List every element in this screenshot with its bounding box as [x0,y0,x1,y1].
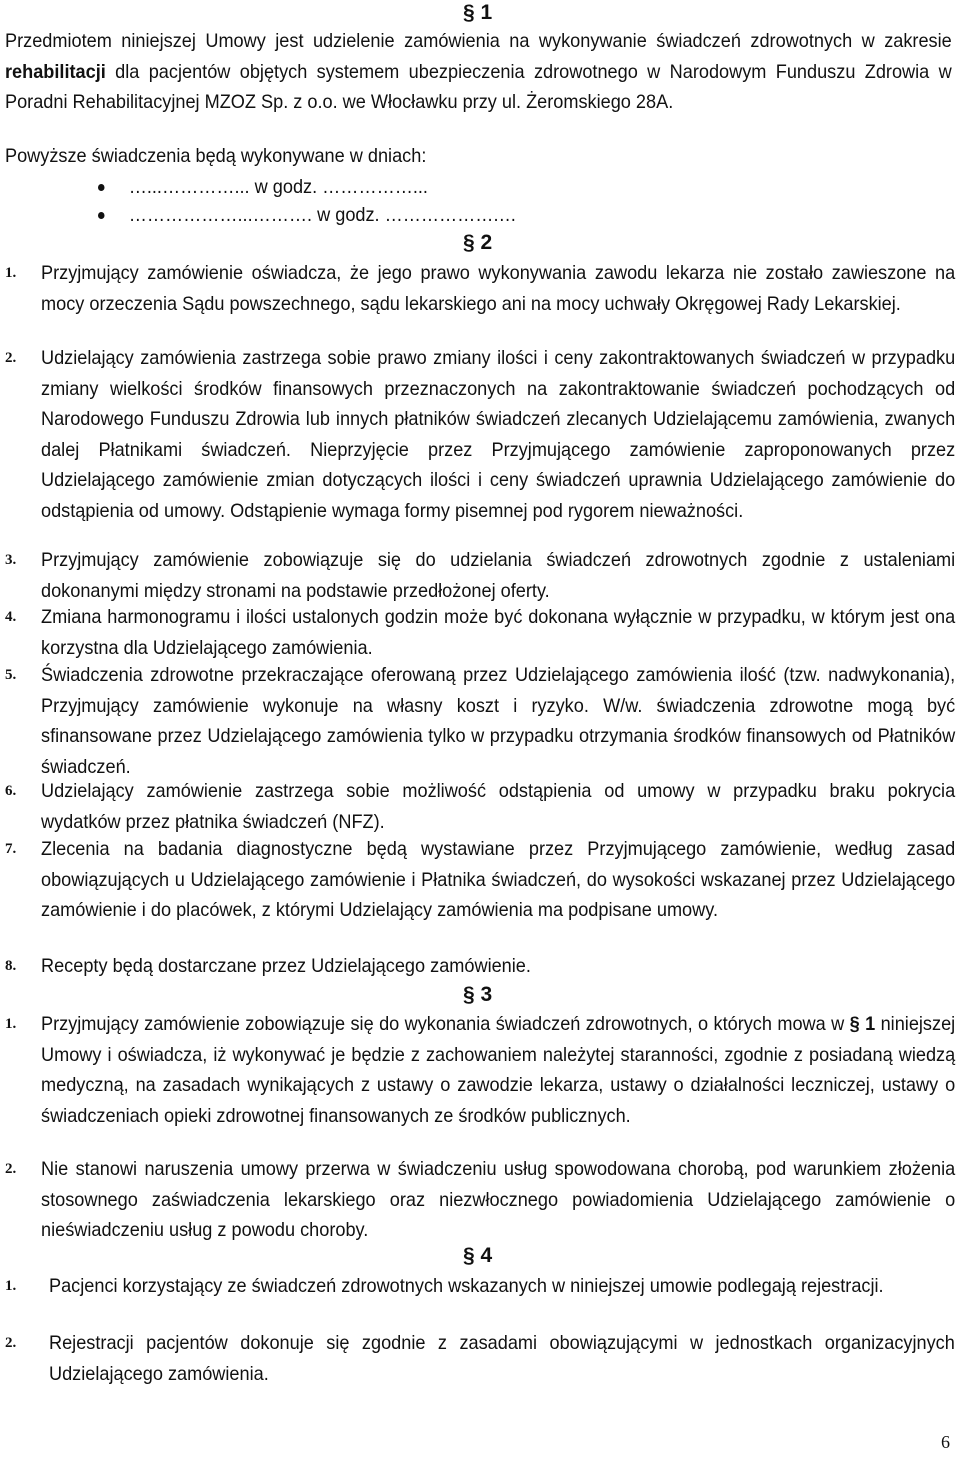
page-number: 6 [941,1432,950,1452]
item-text: Udzielający zamówienie zastrzega sobie możliwość odstąpienia od umowy w przypadku braku pokrycia wydatków przez płatnika świadczeń (NFZ). [41,780,956,833]
item-number: 2. [5,1335,17,1351]
item-text: Przyjmujący zamówienie oświadcza, że jego prawo wykonywania zawodu lekarza nie zostało zawieszone na mocy orzeczenia Sądu powszechnego, sądu lekarskiego ani na mocy uchwały Okręgowej Rady Lekarskiej. [41,262,956,315]
section-1-paragraph [5,26,952,118]
item-text: Świadczenia zdrowotne przekraczające oferowaną przez Udzielającego zamówienia ilość (tzw. nadwykonania), Przyjmujący zamówienie wykonuje na własny koszt i ryzyko. W/w. świadczenia zdrowotne mogą być sfinansowane przez Udzielającego zamówienia tylko w przypadku otrzymania środków finansowych od Płatników świadczeń. [41,664,956,778]
item-number: 2. [5,350,17,366]
bullet-icon [98,212,105,219]
item-number: 5. [5,667,17,683]
p1-text-a: Przedmiotem niniejszej Umowy jest udzielenie zamówienia na wykonywanie świadczeń zdrowotnych w zakresie [5,30,952,52]
bullet-icon [98,184,105,191]
section-heading-3: § 3 [463,983,493,1006]
item-text-pre: Przyjmujący zamówienie zobowiązuje się do wykonania świadczeń zdrowotnych, o których mowa w [41,1013,850,1035]
item-text: Recepty będą dostarczane przez Udzielającego zamówienie. [41,955,531,977]
section-reference: § 1 [849,1013,876,1035]
item-number: 3. [5,552,17,568]
section-heading-1: § 1 [463,1,493,24]
bullet-item-2 [98,200,517,230]
days-intro [5,141,952,172]
bullet-text-2: ………………...………. w godz. ……………….… [128,204,517,226]
item-text: Zmiana harmonogramu i ilości ustalonych godzin może być dokonana wyłącznie w przypadku, w którym jest ona korzystna dla Udzielającego zamówienia. [41,606,956,659]
item-number: 7. [5,841,17,857]
section-heading-2: § 2 [463,231,493,254]
item-number: 6. [5,783,17,799]
item-number: 4. [5,609,17,625]
item-text: Rejestracji pacjentów dokonuje się zgodnie z zasadami obowiązującymi w jednostkach organizacyjnych Udzielającego zamówienia. [49,1332,955,1385]
item-text-post: niniejszej Umowy i oświadcza, iż wykonywać je będzie z zachowaniem należytej staranności, zgodnie z posiadaną wiedzą medyczną, na zasadach wynikających z ustawy o zawodzie lekarza, ustawy o działalności leczniczej, ustawy o świadczeniach opieki zdrowotnej finansowanych ze środków publicznych. [41,1013,956,1127]
item-number: 8. [5,958,17,974]
days-intro-text: Powyższe świadczenia będą wykonywane w dniach: [5,145,427,167]
item-text: Zlecenia na badania diagnostyczne będą wystawiane przez Przyjmującego zamówienie, według zasad obowiązujących u Udzielającego zamówienie i Płatnika świadczeń, do wysokości wskazanej przez Udzielającego zamówienie i do placówek, z którymi Udzielający zamówienia ma podpisane umowy. [41,838,956,921]
item-number: 1. [5,1278,17,1294]
p1-text-b: dla pacjentów objętych systemem ubezpieczenia zdrowotnego w Narodowym Funduszu Zdrowia w Poradni Rehabilitacyjnej MZOZ Sp. z o.o. we Włocławku przy ul. Żeromskiego 28A. [5,60,952,113]
item-text: Nie stanowi naruszenia umowy przerwa w świadczeniu usług spowodowana chorobą, pod warunkiem złożenia stosownego zaświadczenia lekarskiego oraz niezwłocznego powiadomienia Udzielającego zamówienie o nieświadczeniu usług z powodu choroby. [41,1158,956,1241]
item-number: 1. [5,1016,17,1032]
bullet-text-1: …...…………... w godz. ……………... [128,176,428,198]
item-number: 2. [5,1161,17,1177]
item-text: Pacjenci korzystający ze świadczeń zdrowotnych wskazanych w niniejszej umowie podlegają rejestracji. [49,1275,884,1297]
item-text: Przyjmujący zamówienie zobowiązuje się do udzielania świadczeń zdrowotnych zgodnie z ustaleniami dokonanymi między stronami na podstawie przedłożonej oferty. [41,549,956,602]
item-number: 1. [5,265,17,281]
item-text: Udzielający zamówienia zastrzega sobie prawo zmiany ilości i ceny zakontraktowanych świadczeń w przypadku zmiany wielkości środków finansowych przeznaczonych na zakontraktowanie świadczeń pochodzących od Narodowego Funduszu Zdrowia lub innych płatników świadczeń zlecanych Udzielającemu zamówienia, zwanych dalej Płatnikami świadczeń. Nieprzyjęcie przez Przyjmującego zamówienie zaproponowanych przez Udzielającego zamówienie zmian dotyczących ilości i ceny świadczeń uprawnia Udzielającego zamówienie do odstąpienia od umowy. Odstąpienie wymaga formy pisemnej pod rygorem nieważności. [41,347,956,522]
p1-bold-term: rehabilitacji [5,60,106,83]
section-heading-4: § 4 [463,1244,493,1267]
bullet-item-1 [98,172,428,202]
